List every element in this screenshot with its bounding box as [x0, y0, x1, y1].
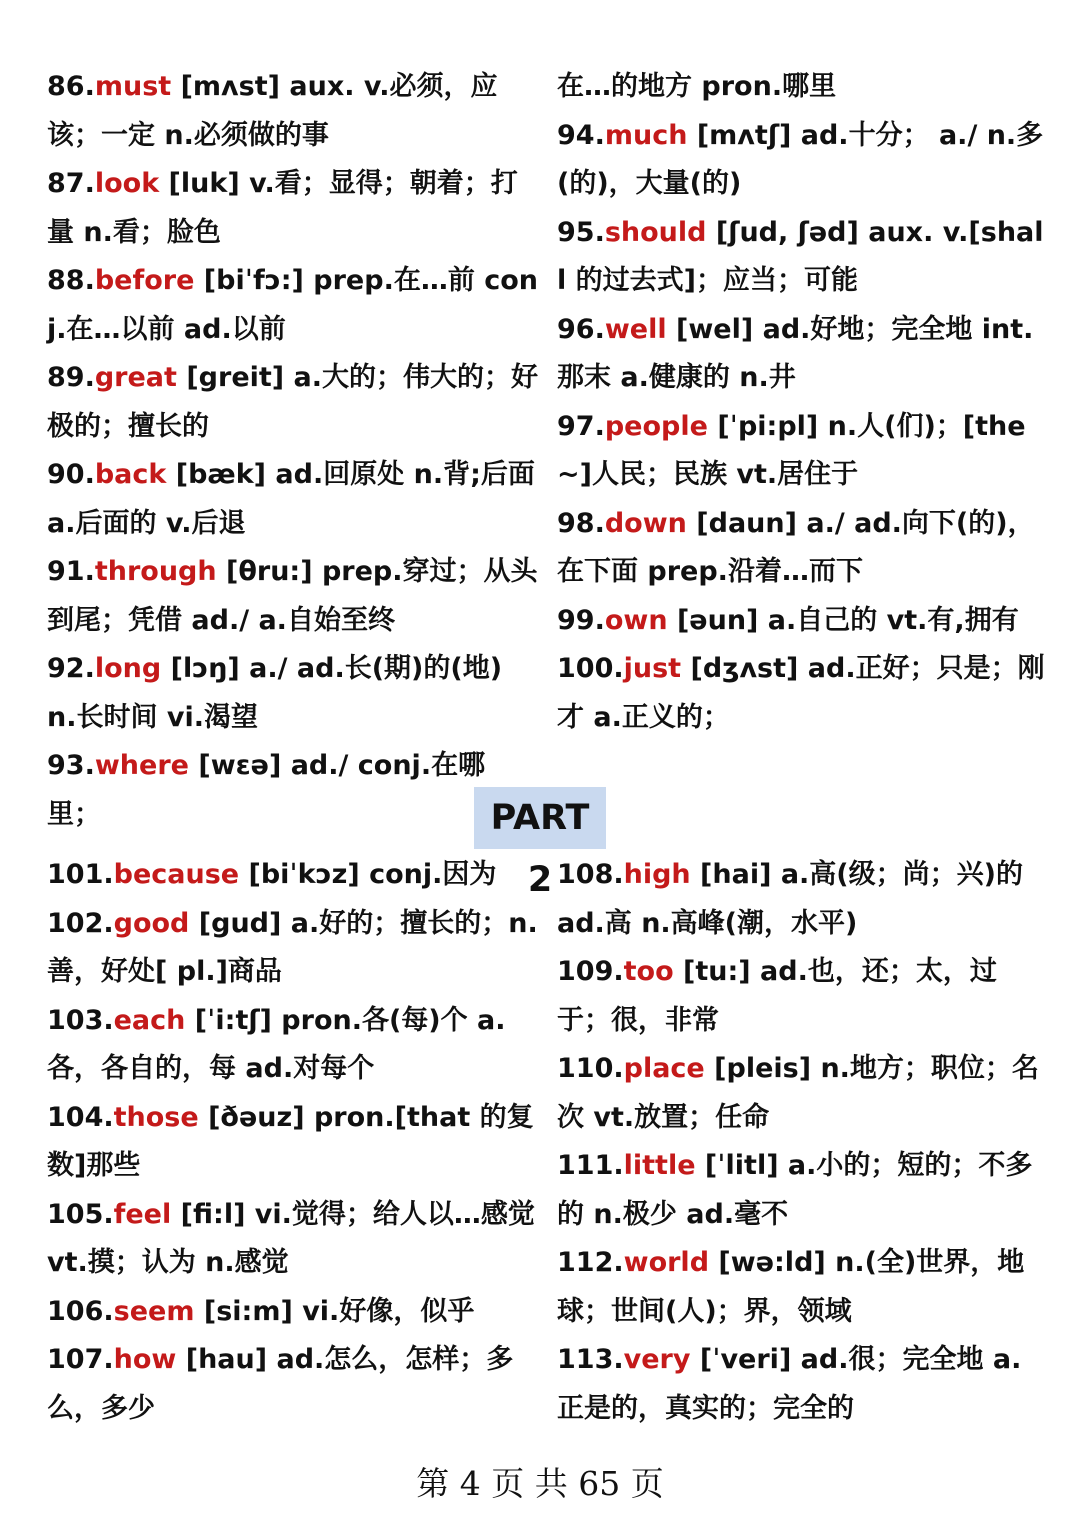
section1-left-column: [47, 63, 539, 839]
vocab-entry-113: 113.very [ˈveri] ad.很；完全地 a.正是的，真实的；完全的: [557, 1344, 1022, 1424]
vocab-entry-99: 99.own [əun] a.自己的 vt.有,拥有: [557, 604, 1019, 636]
vocab-entry-112: 112.world [wə:ld] n.(全)世界，地球；世间(人)；界，领域: [557, 1247, 1025, 1327]
vocab-entry-87: 87.look [luk] v.看；显得；朝着；打量 n.看；脸色: [47, 168, 518, 248]
vocab-entry-88: 88.before [biˈfɔ:] prep.在…前 conj.在…以前 ad.以前: [47, 265, 538, 345]
vocab-entry-96: 96.well [wel] ad.好地；完全地 int.那末 a.健康的 n.井: [557, 313, 1034, 393]
vocab-entry-102: 102.good [gud] a.好的；擅长的；n.善，好处[ pl.]商品: [47, 907, 538, 987]
section2-right-column: [557, 851, 1047, 1433]
vocab-entry-95: 95.should [ʃud, ʃəd] aux. v.[shall 的过去式]；应当；可能: [557, 216, 1044, 296]
vocab-entry-103: 103.each [ˈi:tʃ] pron.各(每)个 a.各，各自的，每 ad.对每个: [47, 1004, 506, 1084]
section2-left-column: [47, 851, 539, 1433]
vocab-entry-93-continued: 在…的地方 pron.哪里: [557, 71, 837, 102]
section1-right-column: [557, 63, 1047, 742]
vocab-entry-109: 109.too [tu:] ad.也，还；太，过于；很，非常: [557, 956, 997, 1036]
vocab-entry-97: 97.people [ˈpi:pl] n.人(们)；[the ~]人民；民族 vt.居住于: [557, 410, 1026, 490]
vocab-entry-91: 91.through [θru:] prep.穿过；从头到尾；凭借 ad./ a.自始至终: [47, 556, 538, 636]
vocab-entry-106: 106.seem [si:m] vi.好像，似乎: [47, 1295, 475, 1327]
vocab-entry-90: 90.back [bæk] ad.回原处 n.背;后面 a.后面的 v.后退: [47, 459, 535, 539]
vocab-entry-104: 104.those [ðəuz] pron.[that 的复数]那些: [47, 1101, 534, 1181]
vocab-entry-111: 111.little [ˈlitl] a.小的；短的；不多的 n.极少 ad.毫不: [557, 1150, 1033, 1230]
vocab-entry-108: 108.high [hai] a.高(级；尚；兴)的 ad.高 n.高峰(潮，水平): [557, 859, 1023, 939]
vocab-entry-86: 86.must [mʌst] aux. v.必须，应该；一定 n.必须做的事: [47, 71, 498, 151]
vocab-entry-98: 98.down [daun] a./ ad.向下(的)，在下面 prep.沿着…而下: [557, 507, 1035, 587]
vocab-entry-107: 107.how [hau] ad.怎么，怎样；多么，多少: [47, 1344, 514, 1424]
vocab-entry-100: 100.just [dʒʌst] ad.正好；只是；刚才 a.正义的；: [557, 653, 1045, 733]
vocab-entry-89: 89.great [greit] a.大的；伟大的；好极的；擅长的: [47, 362, 539, 442]
page-footer: 第 4 页 共 65 页: [416, 1464, 664, 1503]
vocab-entry-94: 94.much [mʌtʃ] ad.十分； a./ n.多(的)，大量(的): [557, 119, 1044, 199]
vocab-entry-101: 101.because [biˈkɔz] conj.因为: [47, 859, 497, 890]
vocab-entry-92: 92.long [lɔŋ] a./ ad.长(期)的(地) n.长时间 vi.渴望: [47, 653, 503, 733]
vocab-entry-105: 105.feel [fi:l] vi.觉得；给人以…感觉 vt.摸；认为 n.感觉: [47, 1198, 535, 1278]
part-title: PART 2: [474, 787, 606, 849]
vocab-entry-110: 110.place [pleis] n.地方；职位；名次 vt.放置；任命: [557, 1053, 1039, 1133]
vocab-entry-93: 93.where [wεə] ad./ conj.在哪里；: [47, 750, 486, 830]
